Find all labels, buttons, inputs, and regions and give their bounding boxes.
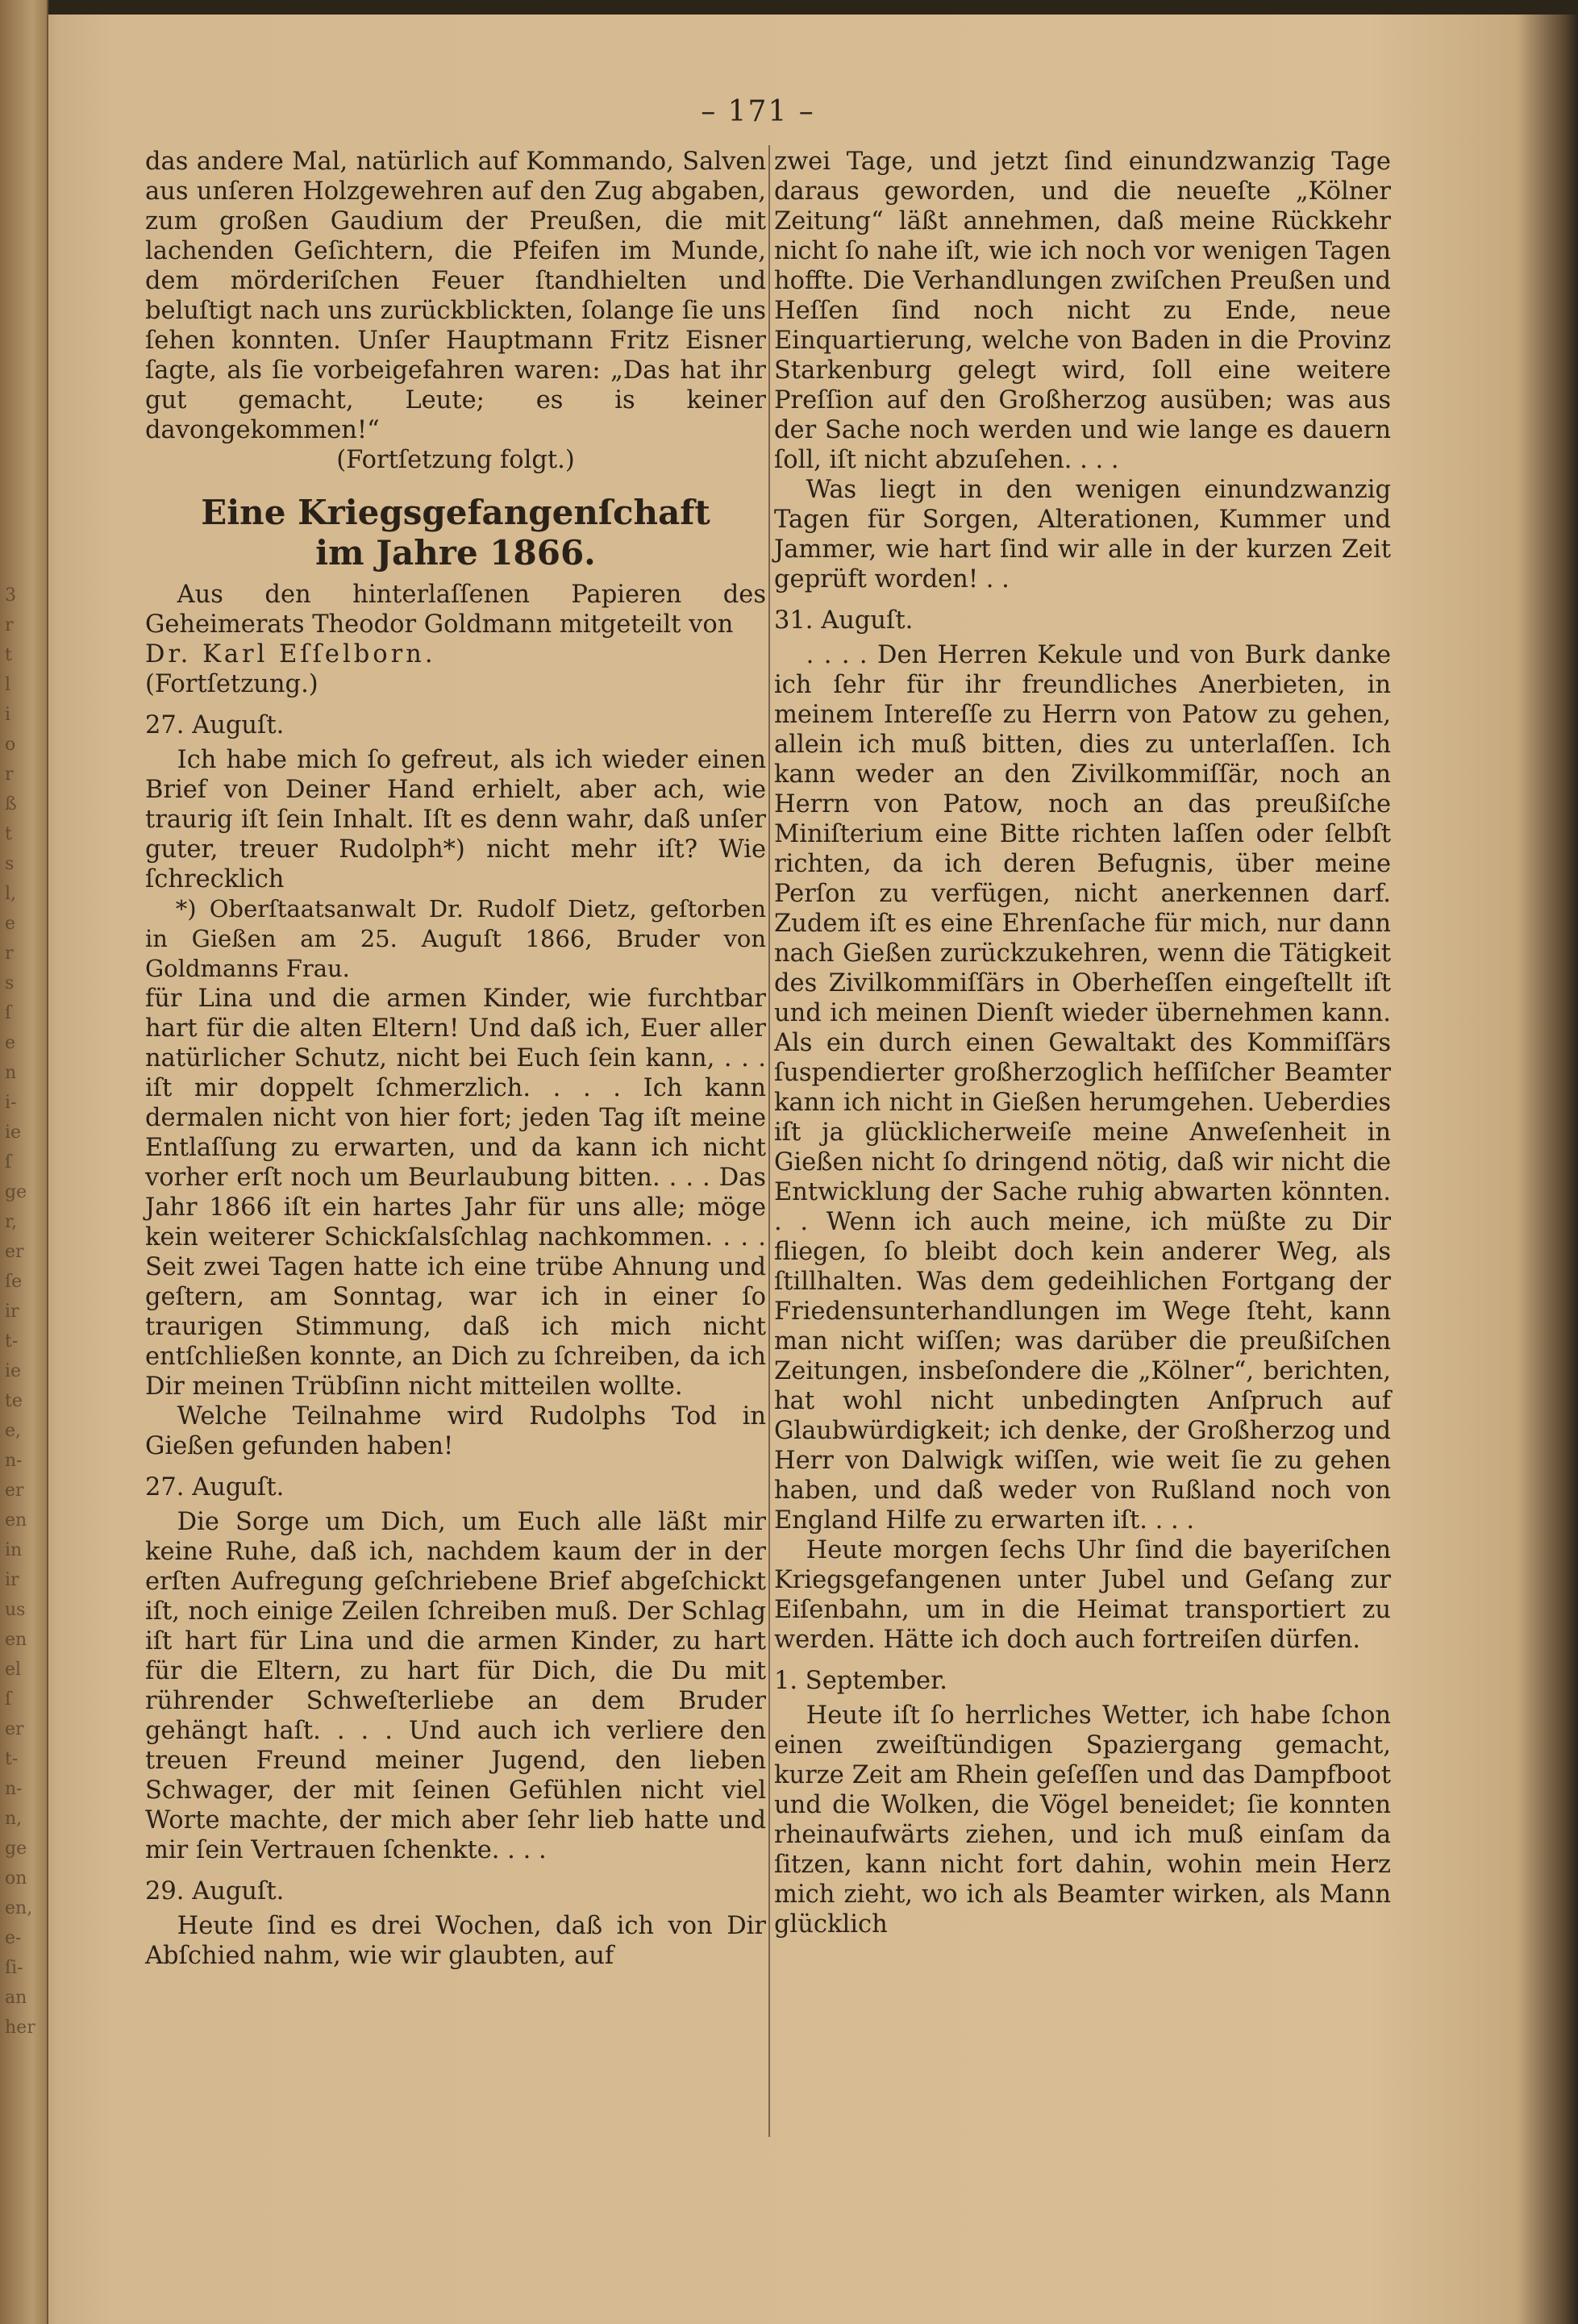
- edge-letter: e: [5, 1033, 16, 1053]
- paragraph: Die Sorge um Dich, um Euch alle läßt mir keine Ruhe, daß ich, nachdem kaum der in der erſten Aufregung geſchriebene Brief abgeſchickt iſt, noch einige Zeilen ſchreiben muß. Der Schlag iſt hart für Lina und die armen Kinder, zu hart für die Eltern, zu hart für Dich, die Du mit rührender Schweſterliebe an dem Bruder gehängt haſt. . . . Und auch ich verliere den treuen Freund meiner Jugend, den lieben Schwager, der mit ſeinen Gefühlen nicht viel Worte machte, der mich aber ſehr lieb hatte und mir ſein Vertrauen ſchenkte. . . .: [145, 1508, 766, 1864]
- edge-letter: er: [5, 1719, 24, 1739]
- left-column: [145, 147, 766, 1971]
- paragraph: Was liegt in den wenigen einundzwanzig Tagen für Sorgen, Alterationen, Kummer und Jammer, wie hart ſind wir alle in der kurzen Zeit geprüft worden! . .: [774, 476, 1391, 593]
- edge-letter: r: [5, 615, 14, 635]
- edge-letter: s: [5, 854, 15, 874]
- edge-letter: i: [5, 705, 11, 725]
- edge-letter: n-: [5, 1451, 23, 1471]
- edge-letter: ſi-: [5, 1958, 23, 1978]
- edge-letter: te: [5, 1391, 23, 1411]
- edge-letter: ſe: [5, 1272, 23, 1292]
- edge-letter: en: [5, 1510, 27, 1531]
- paragraph: für Lina und die armen Kinder, wie furchtbar hart für die alten Eltern! Und daß ich, Euer aller natürlicher Schutz, nicht bei Euch ſein kann, . . . iſt mir doppelt ſchmerzlich. . . . Ich kann dermalen nicht von hier fort; jeden Tag iſt meine Entlaſſung zu erwarten, und da kann ich nicht vorher erſt noch um Beurlaubung bitten. . . . Das Jahr 1866 iſt ein hartes Jahr für uns alle; möge kein weiterer Schickſalsſchlag nachkommen. . . . Seit zwei Tagen hatte ich eine trübe Ahnung und geſtern, am Sonntag, war ich in einer ſo traurigen Stimmung, daß ich mich nicht entſchließen konnte, an Dich zu ſchreiben, da ich Dir meinen Trübſinn nicht mitteilen wollte.: [145, 985, 766, 1401]
- edge-letter: ge: [5, 1182, 27, 1202]
- edge-letter: ſ: [5, 1689, 12, 1710]
- edge-letter: e-: [5, 1928, 22, 1948]
- edge-letter: t-: [5, 1749, 19, 1769]
- article-title-line: Eine Kriegsgefangenſchaft: [201, 493, 710, 532]
- edge-letter: ß: [5, 794, 17, 814]
- edge-letter: on: [5, 1868, 27, 1889]
- paragraph: . . . . Den Herren Kekule und von Burk danke ich ſehr für ihr freundliches Anerbieten, in meinem Intereſſe zu Herrn von Patow zu gehen, allein ich muß bitten, dies zu unterlaſſen. Ich kann weder an den Zivilkommiſſär, noch an Herrn von Patow, noch an das preußiſche Miniſterium eine Bitte richten laſſen oder ſelbſt richten, da ich deren Befugnis, über meine Perſon zu verfügen, nicht anerkennen darf. Zudem iſt es eine Ehrenſache für mich, nur dann nach Gießen zurückzukehren, wenn die Tätigkeit des Zivilkommiſſärs in Oberheſſen eingeſtellt iſt und ich meinen Dienſt wieder übernehmen kann. Als ein durch einen Gewaltakt des Kommiſſärs ſuspendierter großherzoglich heſſiſcher Beamter kann ich nicht in Gießen herumgehen. Ueberdies iſt ja glücklicherweiſe meine Anweſenheit in Gießen nicht ſo dringend nötig, daß wir nicht die Entwicklung der Sache ruhig abwarten könnten. . . Wenn ich auch meine, ich müßte zu Dir fliegen, ſo bleibt doch kein anderer Weg, als ſtillhalten. Was dem gedeihlichen Fortgang der Friedensunterhandlungen im Wege ſteht, kann man nicht wiſſen; was darüber die preußiſchen Zeitungen, insbeſondere die „Kölner“, berichten, hat wohl nicht unbedingten Anſpruch auf Glaubwürdigkeit; ich denke, der Großherzog und Herr von Dalwigk wiſſen, wie weit ſie zu gehen haben, und daß weder von Rußland noch von England Hilfe zu erwarten iſt. . . .: [774, 641, 1391, 1535]
- edge-letter: en,: [5, 1898, 33, 1918]
- dateline: 29. Auguſt.: [145, 1877, 285, 1905]
- edge-letter: t-: [5, 1331, 19, 1352]
- edge-letter: t: [5, 645, 12, 665]
- paragraph: Heute iſt ſo herrliches Wetter, ich habe ſchon einen zweiſtündigen Spaziergang gemacht, kurze Zeit am Rhein geſeſſen und das Dampfboot und die Wolken, die Vögel beneidet; ſie konnten rheinaufwärts ziehen, und ich muß einſam da ſitzen, kann nicht fort dahin, wohin mein Herz mich zieht, wo ich als Beamter wirken, als Mann glücklich: [774, 1701, 1391, 1939]
- page-number: – 171 –: [701, 95, 815, 128]
- edge-letter: en: [5, 1630, 27, 1650]
- edge-letter: er: [5, 1481, 24, 1501]
- edge-letter: l,: [5, 884, 17, 904]
- paragraph: zwei Tage, und jetzt ſind einundzwanzig Tage daraus geworden, und die neueſte „Kölner Zeitung“ läßt annehmen, daß meine Rückkehr nicht ſo nahe iſt, wie ich noch vor wenigen Tagen hoffte. Die Verhandlungen zwiſchen Preußen und Heſſen ſind noch nicht zu Ende, neue Einquartierung, welche von Baden in die Provinz Starkenburg gelegt wird, ſoll eine weitere Preſſion auf den Großherzog ausüben; was aus der Sache noch werden und wie lange es dauern ſoll, iſt nicht abzuſehen. . . .: [774, 148, 1391, 474]
- paragraph: Heute morgen ſechs Uhr ſind die bayeriſchen Kriegsgefangenen unter Jubel und Geſang zur Eiſenbahn, um in die Heimat transportiert zu werden. Hätte ich doch auch fortreiſen dürfen.: [774, 1536, 1391, 1654]
- article-title: [145, 493, 766, 573]
- paragraph: Ich habe mich ſo gefreut, als ich wieder einen Brief von Deiner Hand erhielt, aber ach, wie traurig iſt ſein Inhalt. Iſt es denn wahr, daß unſer guter, treuer Rudolph*) nicht mehr iſt? Wie ſchrecklich: [145, 746, 766, 893]
- right-column: [774, 147, 1391, 1939]
- facing-page-edge: [0, 0, 48, 2324]
- edge-letter: o: [5, 735, 16, 755]
- edge-letter: n: [5, 1063, 17, 1083]
- edge-letter: i-: [5, 1093, 17, 1113]
- edge-letter: ir: [5, 1570, 19, 1590]
- edge-letter: ſ: [5, 1003, 12, 1023]
- edge-letter: r: [5, 943, 14, 964]
- edge-letter: er: [5, 1242, 24, 1262]
- edge-letter: her: [5, 2018, 35, 2038]
- article-title-line: im Jahre 1866.: [315, 533, 596, 573]
- edge-letter: n-: [5, 1779, 23, 1799]
- edge-letter: 3: [5, 585, 16, 606]
- edge-letter: us: [5, 1600, 26, 1620]
- edge-letter: ie: [5, 1361, 22, 1381]
- edge-letter: t: [5, 824, 12, 844]
- dateline: 1. September.: [774, 1667, 947, 1695]
- paragraph: das andere Mal, natürlich auf Kommando, Salven aus unſeren Holzgewehren auf den Zug abgaben, zum großen Gaudium der Preußen, die mit lachenden Geſichtern, die Pfeifen im Munde, dem mörderiſchen Feuer ſtandhielten und beluſtigt nach uns zurückblickten, ſolange ſie uns ſehen konnten. Unſer Hauptmann Fritz Eisner ſagte, als ſie vorbeigefahren waren: „Das hat ihr gut gemacht, Leute; es is keiner davongekommen!“: [145, 148, 766, 444]
- edge-letter: an: [5, 1988, 27, 2008]
- paragraph: Heute ſind es drei Wochen, daß ich von Dir Abſchied nahm, wie wir glaubten, auf: [145, 1912, 766, 1970]
- edge-letter: n,: [5, 1809, 23, 1829]
- column-divider: [768, 145, 770, 2137]
- edge-letter: in: [5, 1540, 23, 1560]
- dateline: 27. Auguſt.: [145, 711, 285, 739]
- byline: Aus den hinterlaſſenen Papieren des Geheimerats Theodor Goldmann mitgeteilt von: [145, 581, 766, 639]
- edge-letter: ir: [5, 1302, 19, 1322]
- edge-letter: ge: [5, 1839, 27, 1859]
- edge-letter: e,: [5, 1421, 22, 1441]
- footnote: *) Oberſtaatsanwalt Dr. Rudolf Dietz, geſtorben in Gießen am 25. Auguſt 1866, Bruder von Goldmanns Frau.: [145, 895, 766, 982]
- paragraph: Welche Teilnahme wird Rudolphs Tod in Gießen gefunden haben!: [145, 1402, 766, 1460]
- edge-letter: s: [5, 973, 15, 993]
- edge-letter: ſ: [5, 1152, 12, 1172]
- edge-letter: l: [5, 675, 11, 695]
- edge-letter: r: [5, 764, 14, 785]
- edge-letter: ie: [5, 1122, 22, 1143]
- facing-page-letters: [5, 581, 37, 2043]
- dateline: 31. Auguſt.: [774, 606, 914, 635]
- byline-author: Dr. Karl Eſſelborn.: [145, 640, 436, 668]
- continued-note: (Fortſetzung folgt.): [336, 446, 575, 474]
- top-shadow: [0, 0, 1578, 15]
- edge-letter: r,: [5, 1212, 18, 1232]
- dateline: 27. Auguſt.: [145, 1473, 285, 1501]
- continuation-label: (Fortſetzung.): [145, 670, 319, 698]
- edge-letter: e: [5, 914, 16, 934]
- edge-letter: el: [5, 1660, 22, 1680]
